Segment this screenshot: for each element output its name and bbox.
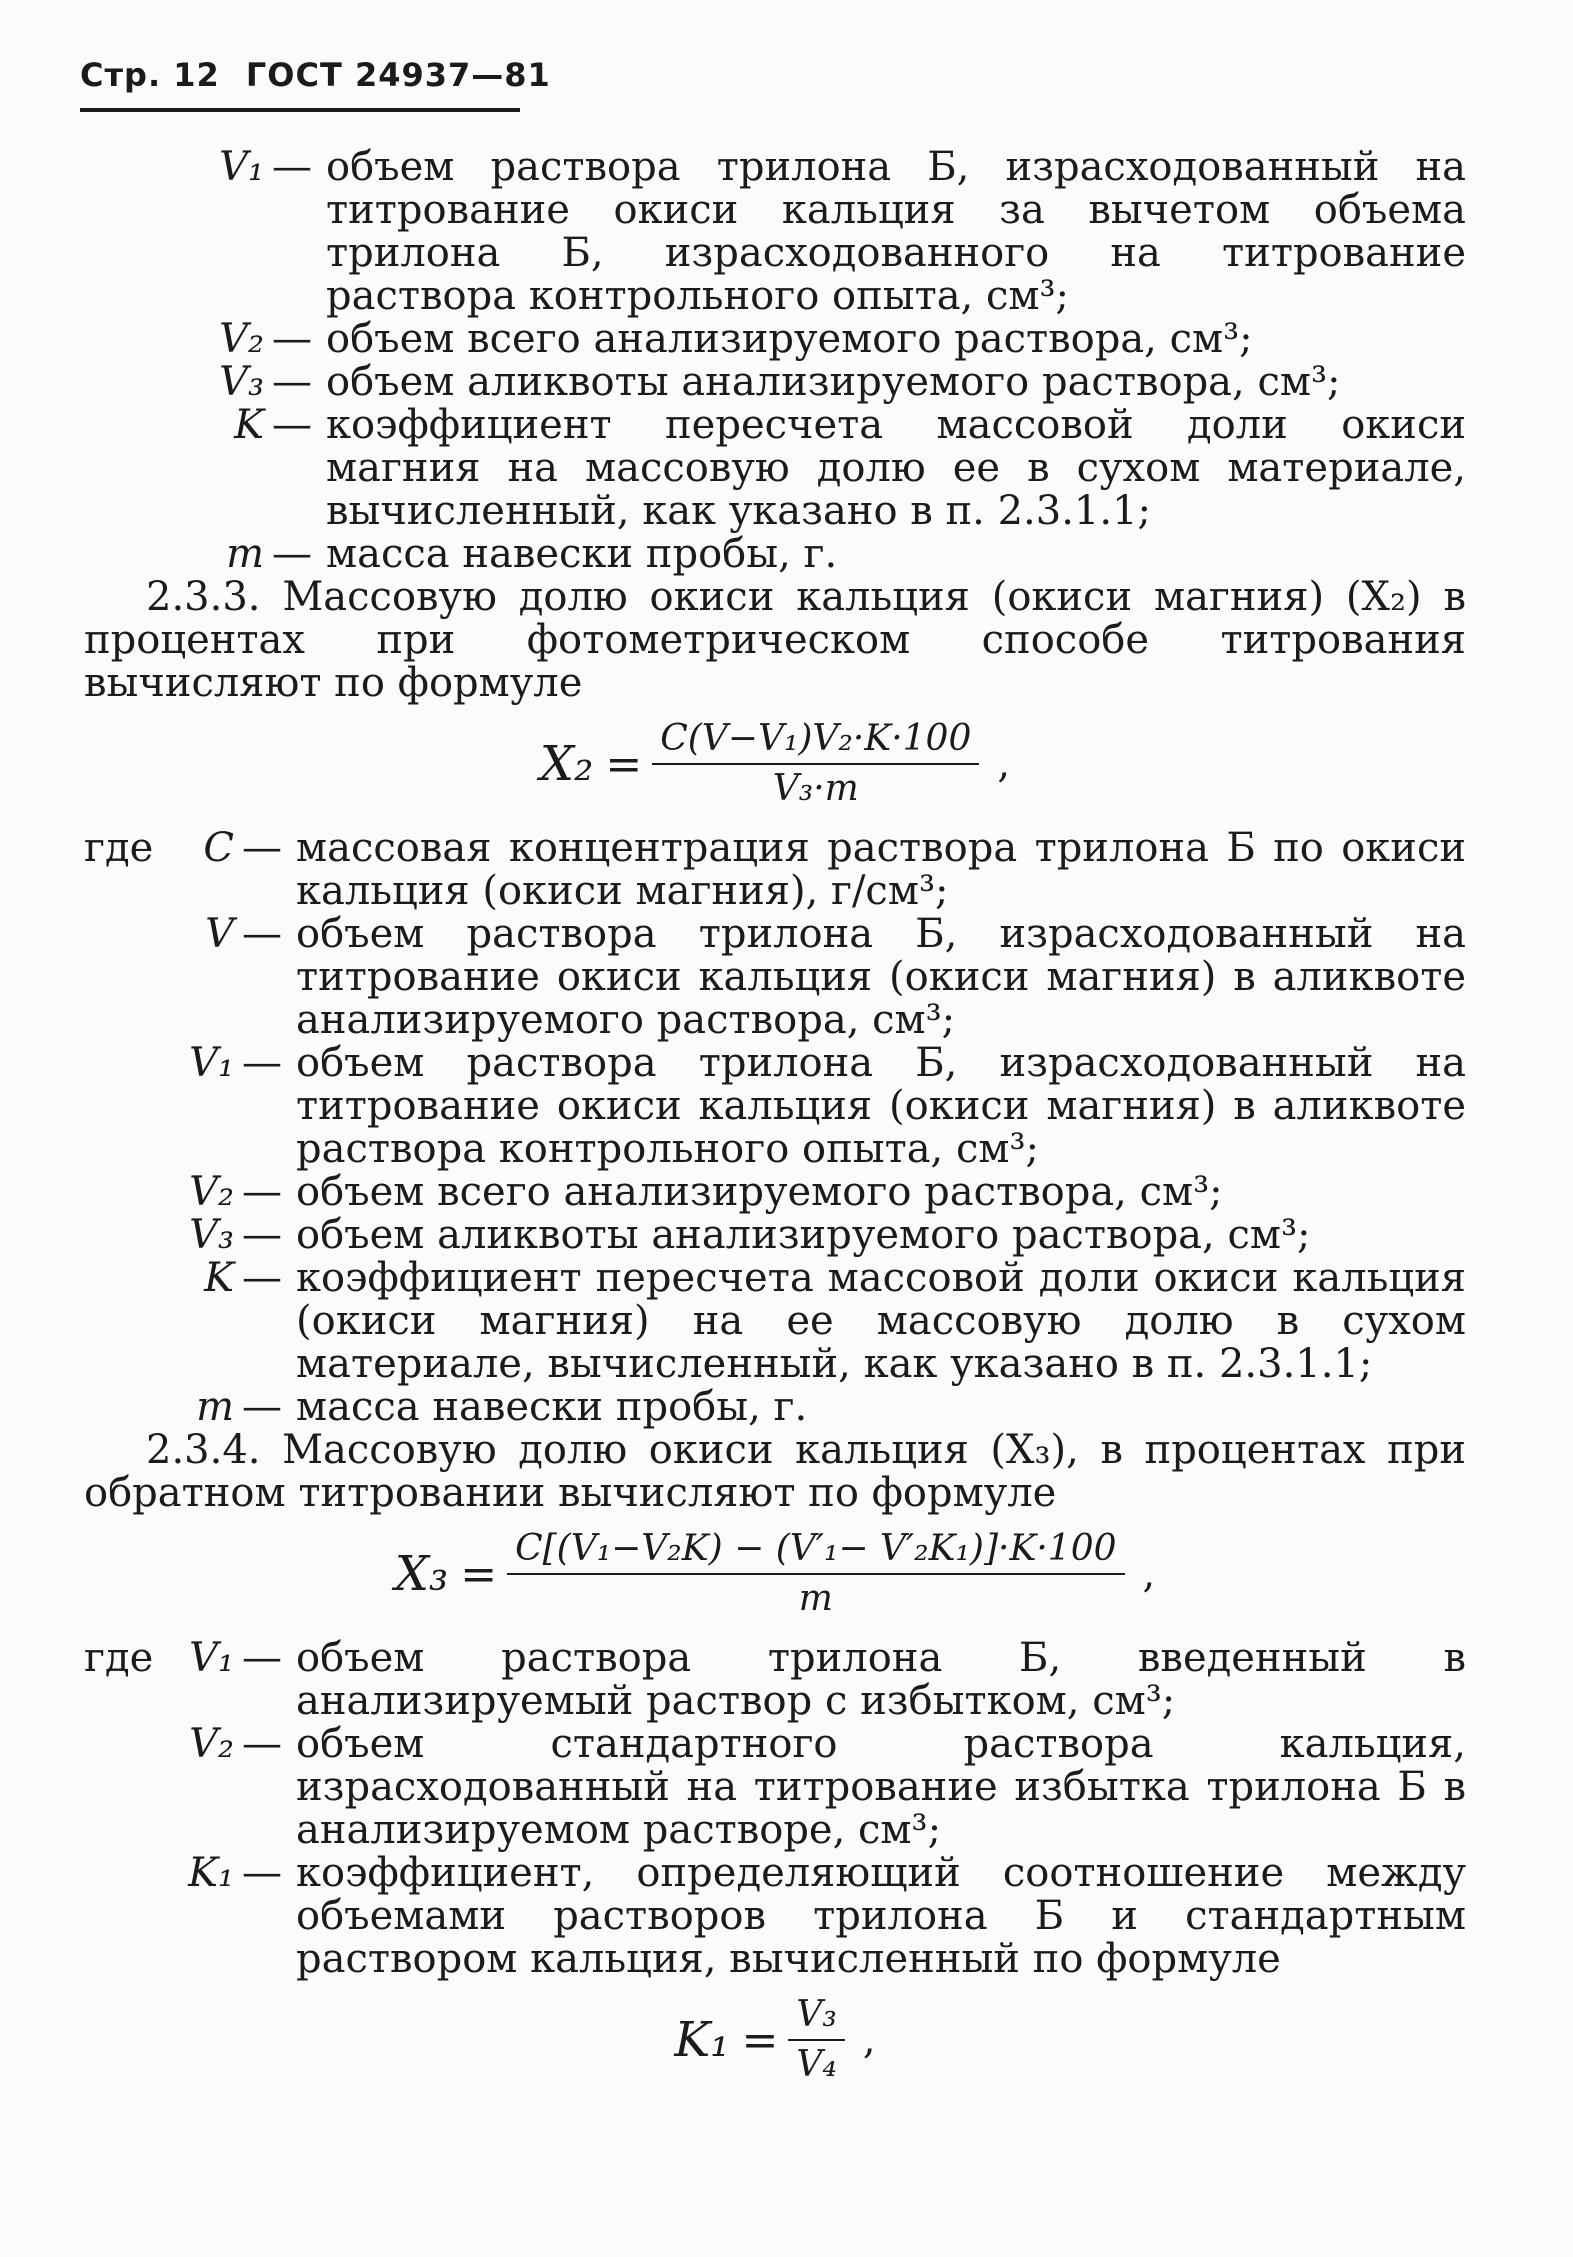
- standard-number: ГОСТ 24937—81: [245, 56, 551, 94]
- definition-dash: —: [242, 1635, 282, 1681]
- definition-dash: —: [242, 1721, 282, 1767]
- definition-text: объем аликвоты анализируемого раствора, см³;: [326, 359, 1341, 405]
- definition-item: [84, 1042, 1466, 1171]
- page-content: [84, 146, 1466, 2103]
- formula-equals: =: [460, 1548, 498, 1600]
- formula-lhs: X₂: [539, 735, 594, 792]
- definition-text: объем раствора трилона Б, израсходованный на титрование окиси кальция (окиси магния) в аликвоте анализируемого раствора, см³;: [296, 911, 1466, 1043]
- formula-numerator: C[(V₁−V₂K) − (V′₁− V′₂K₁)]·K·100: [515, 1528, 1117, 1569]
- definition-item: [84, 1723, 1466, 1852]
- page-label: Стр. 12: [80, 56, 220, 94]
- definition-text: массовая концентрация раствора трилона Б по окиси кальция (окиси магния), г/см³;: [296, 825, 1466, 914]
- definition-dash: —: [272, 359, 312, 405]
- where-label: где: [84, 1635, 154, 1681]
- formula-fraction: [652, 719, 979, 809]
- definition-symbol: m: [226, 531, 264, 577]
- definition-item: [84, 1257, 1466, 1386]
- definition-text: объем раствора трилона Б, израсходованный на титрование окиси кальция за вычетом объема трилона Б, израсходованного на титрование раствора контрольного опыта, см³;: [326, 144, 1466, 319]
- definition-text: объем раствора трилона Б, израсходованный на титрование окиси кальция (окиси магния) в аликвоте раствора контрольного опыта, см³;: [296, 1040, 1466, 1172]
- formula-denominator: m: [798, 1578, 833, 1619]
- header-rule: [80, 108, 520, 112]
- definition-text: масса навески пробы, г.: [326, 531, 838, 577]
- definition-symbol: K: [204, 1255, 234, 1301]
- definition-text: коэффициент, определяющий соотношение между объемами растворов трилона Б и стандартным раствором кальция, вычисленный по формуле: [296, 1850, 1466, 1982]
- paragraph-2-3-4: 2.3.4. Массовую долю окиси кальция (X₃), в процентах при обратном титровании вычисляют по формуле: [84, 1427, 1466, 1516]
- definition-symbol: K₁: [188, 1850, 234, 1896]
- definition-dash: —: [272, 531, 312, 577]
- formula-numerator: C(V−V₁)V₂·K·100: [660, 718, 972, 759]
- definition-dash: —: [242, 1212, 282, 1258]
- definition-symbol: V₂: [189, 1169, 234, 1215]
- definition-item: [84, 1852, 1466, 1981]
- definition-text: коэффициент пересчета массовой доли окиси кальция (окиси магния) на ее массовую долю в сухом материале, вычисленный, как указано в п. 2.3.1.1;: [296, 1255, 1466, 1387]
- definition-text: объем стандартного раствора кальция, израсходованный на титрование избытка трилона Б в анализируемом растворе, см³;: [296, 1721, 1466, 1853]
- definition-dash: —: [272, 144, 312, 190]
- definition-dash: —: [242, 1040, 282, 1086]
- formula-equals: =: [741, 2014, 779, 2066]
- formula-numerator: V₃: [796, 1994, 837, 2035]
- formula-denominator: V₃·m: [772, 768, 859, 809]
- definition-symbol: V₃: [219, 359, 264, 405]
- definition-item: [84, 533, 1466, 576]
- formula-denominator: V₄: [796, 2044, 837, 2085]
- definition-symbol: K: [234, 402, 264, 448]
- definition-symbol: V₂: [189, 1721, 234, 1767]
- definition-item: [84, 318, 1466, 361]
- definition-item: [84, 146, 1466, 318]
- definition-text: коэффициент пересчета массовой доли окиси магния на массовую долю ее в сухом материале, вычисленный, как указано в п. 2.3.1.1;: [326, 402, 1466, 534]
- definition-text: объем аликвоты анализируемого раствора, см³;: [296, 1212, 1311, 1258]
- formula-fraction: [788, 1995, 844, 2085]
- definition-item: [84, 404, 1466, 533]
- definition-text: объем всего анализируемого раствора, см³;: [326, 316, 1253, 362]
- definition-dash: —: [242, 1169, 282, 1215]
- definition-symbol: m: [196, 1384, 234, 1430]
- formula-equals: =: [605, 738, 643, 790]
- definition-symbol: V₃: [189, 1212, 234, 1258]
- definition-symbol: V: [205, 911, 234, 957]
- definition-symbol: V₁: [219, 144, 264, 190]
- definition-item: [84, 1171, 1466, 1214]
- definition-item: [84, 1386, 1466, 1429]
- definition-dash: —: [272, 316, 312, 362]
- paragraph-2-3-3: 2.3.3. Массовую долю окиси кальция (окиси магния) (X₂) в процентах при фотометрическом способе титрования вычисляют по формуле: [84, 574, 1466, 706]
- definition-symbol: V₁: [189, 1635, 234, 1681]
- where-label: где: [84, 825, 154, 871]
- formula-x2: [84, 719, 1466, 809]
- definition-text: масса навески пробы, г.: [296, 1384, 808, 1430]
- definition-symbol: C: [203, 825, 234, 871]
- definition-symbol: V₂: [219, 316, 264, 362]
- definition-text: объем всего анализируемого раствора, см³;: [296, 1169, 1223, 1215]
- definition-dash: —: [242, 825, 282, 871]
- definition-item: [84, 913, 1466, 1042]
- formula-comma: ,: [1142, 1550, 1156, 1597]
- formula-fraction: [507, 1529, 1124, 1619]
- formula-k1: [84, 1995, 1466, 2085]
- definition-item: [84, 827, 1466, 913]
- page-header: [80, 56, 565, 94]
- formula-comma: ,: [997, 740, 1011, 787]
- formula-lhs: K₁: [674, 2011, 730, 2068]
- definition-item: [84, 1637, 1466, 1723]
- formula-comma: ,: [862, 2016, 876, 2063]
- formula-lhs: X₃: [394, 1545, 449, 1602]
- definition-item: [84, 1214, 1466, 1257]
- definition-text: объем раствора трилона Б, введенный в анализируемый раствор с избытком, см³;: [296, 1635, 1466, 1724]
- definition-dash: —: [242, 1850, 282, 1896]
- definition-dash: —: [272, 402, 312, 448]
- definition-dash: —: [242, 1255, 282, 1301]
- formula-x3: [84, 1529, 1466, 1619]
- definition-dash: —: [242, 911, 282, 957]
- definition-dash: —: [242, 1384, 282, 1430]
- definition-item: [84, 361, 1466, 404]
- definition-symbol: V₁: [189, 1040, 234, 1086]
